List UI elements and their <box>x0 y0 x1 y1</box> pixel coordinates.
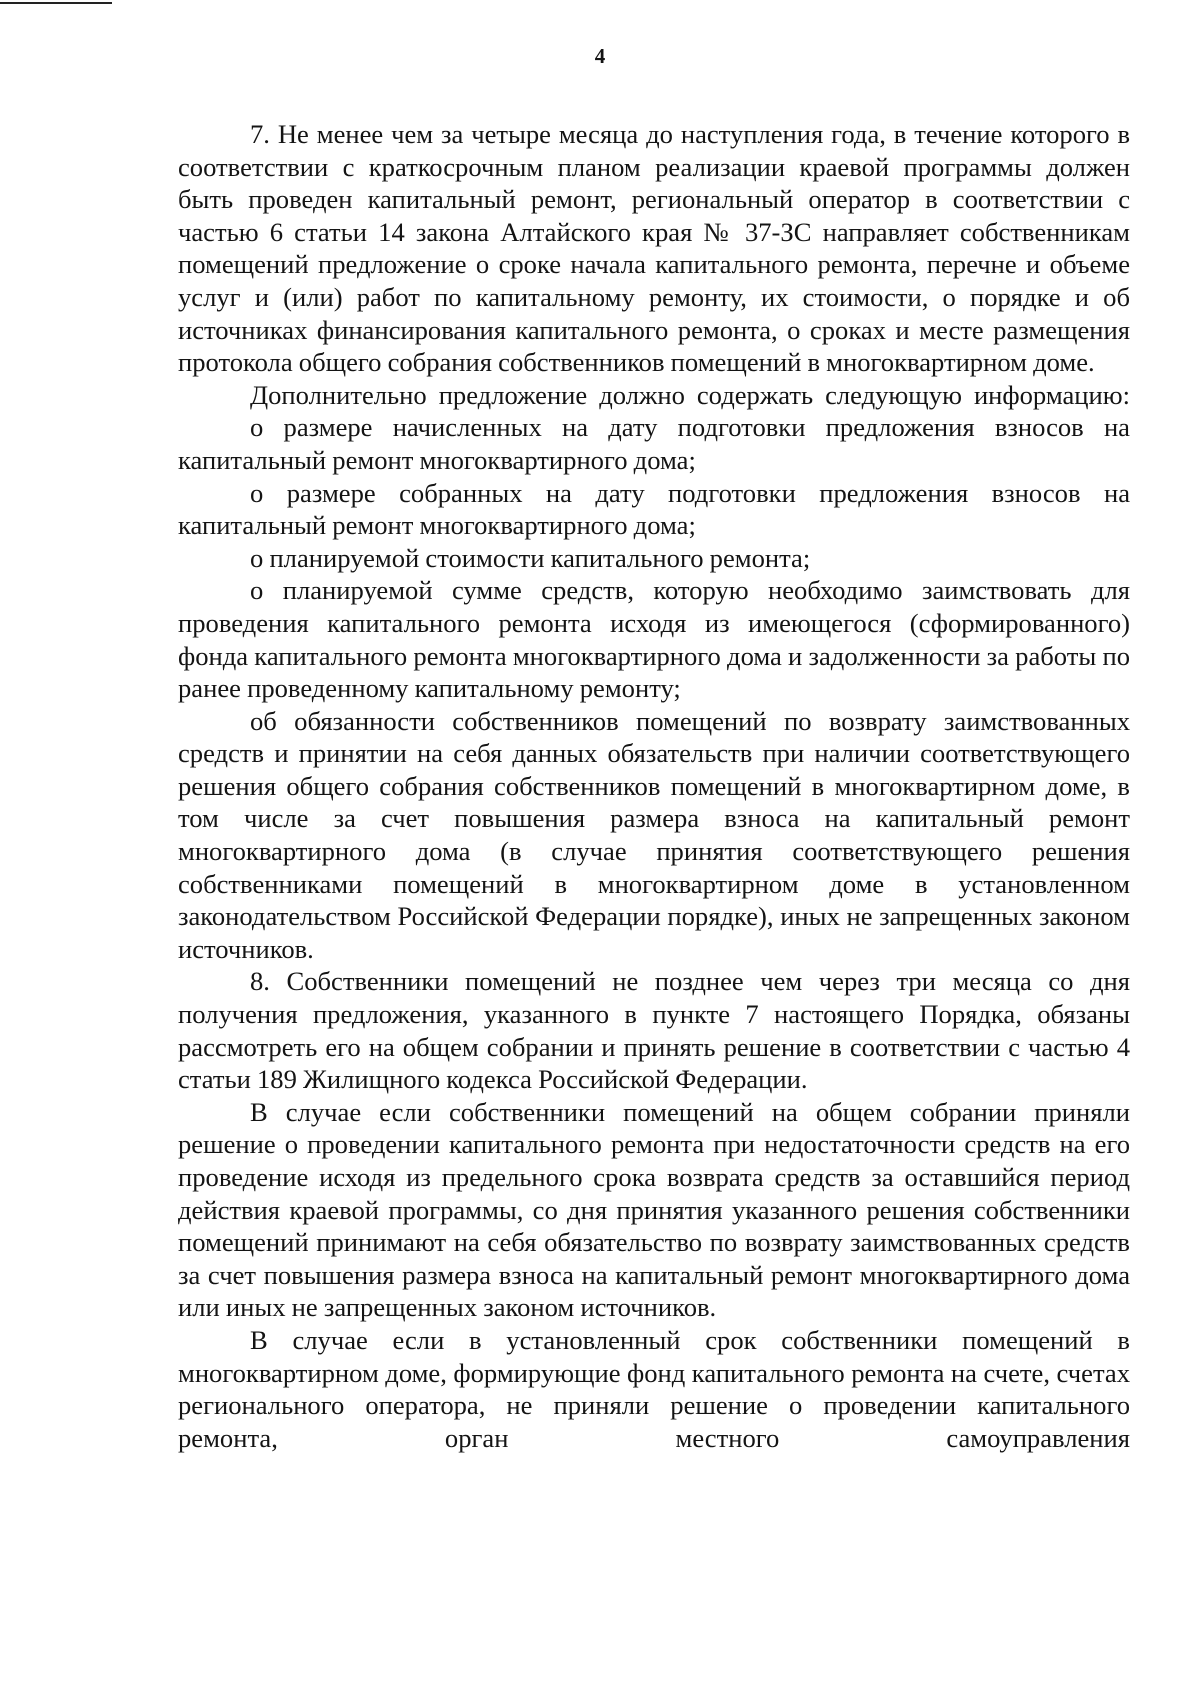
paragraph-no-decision: В случае если в установленный срок собственники помещений в многоквартирном доме, формирующие фонд капитального ремонта на счете, счетах регионального оператора, не приняли решение о проведении капитального ремонта, орган местного самоуправления <box>178 1324 1130 1453</box>
page-number: 4 <box>594 44 606 68</box>
list-item-repayment-obligation: об обязанности собственников помещений по возврату заимствованных средств и принятии на себя данных обязательств при наличии соответствующего решения общего собрания собственников помещений в многоквартирном доме, в том числе за счет повышения размера взноса на капитальный ремонт многоквартирного дома (в случае принятия соответствующего решения собственниками помещений в многоквартирном доме в установленном законодательством Российской Федерации порядке), иных не запрещенных законом источников. <box>178 705 1130 964</box>
list-item-accrued-contributions: о размере начисленных на дату подготовки предложения взносов на капитальный ремонт многоквартирного дома; <box>178 412 1130 475</box>
list-item-borrowed-sum: о планируемой сумме средств, которую необходимо заимствовать для проведения капитального ремонта исходя из имеющегося (сформированного) фонда капитального ремонта многоквартирного дома и задолженности за работы по ранее проведенному капитальному ремонту; <box>178 575 1130 704</box>
list-item-planned-cost: о планируемой стоимости капитального ремонта; <box>250 542 811 573</box>
document-body <box>178 118 1130 1454</box>
paragraph-7: 7. Не менее чем за четыре месяца до наступления года, в течение которого в соответствии с краткосрочным планом реализации краевой программы должен быть проведен капитальный ремонт, региональный оператор в соответствии с частью 6 статьи 14 закона Алтайского края № 37-ЗС направляет собственникам помещений предложение о сроке начала капитального ремонта, перечне и объеме услуг и (или) работ по капитальному ремонту, их стоимости, о порядке и об источниках финансирования капитального ремонта, о сроках и месте размещения протокола общего собрания собственников помещений в многоквартирном доме. <box>178 119 1130 378</box>
paragraph-insufficient-funds: В случае если собственники помещений на общем собрании приняли решение о проведении капитального ремонта при недостаточности средств на его проведение исходя из предельного срока возврата средств за оставшийся период действия краевой программы, со дня принятия указанного решения собственники помещений принимают на себя обязательство по возврату заимствованных средств за счет повышения размера взноса на капитальный ремонт многоквартирного дома или иных не запрещенных законом источников. <box>178 1096 1130 1323</box>
paragraph-additional-info: Дополнительно предложение должно содержать следующую информацию: <box>250 379 1130 410</box>
list-item-collected-contributions: о размере собранных на дату подготовки предложения взносов на капитальный ремонт многоквартирного дома; <box>178 477 1130 541</box>
paragraph-8: 8. Собственники помещений не позднее чем через три месяца со дня получения предложения, указанного в пункте 7 настоящего Порядка, обязаны рассмотреть его на общем собрании и принять решение в соответствии с частью 4 статьи 189 Жилищного кодекса Российской Федерации. <box>178 966 1130 1095</box>
corner-rule <box>0 2 112 4</box>
